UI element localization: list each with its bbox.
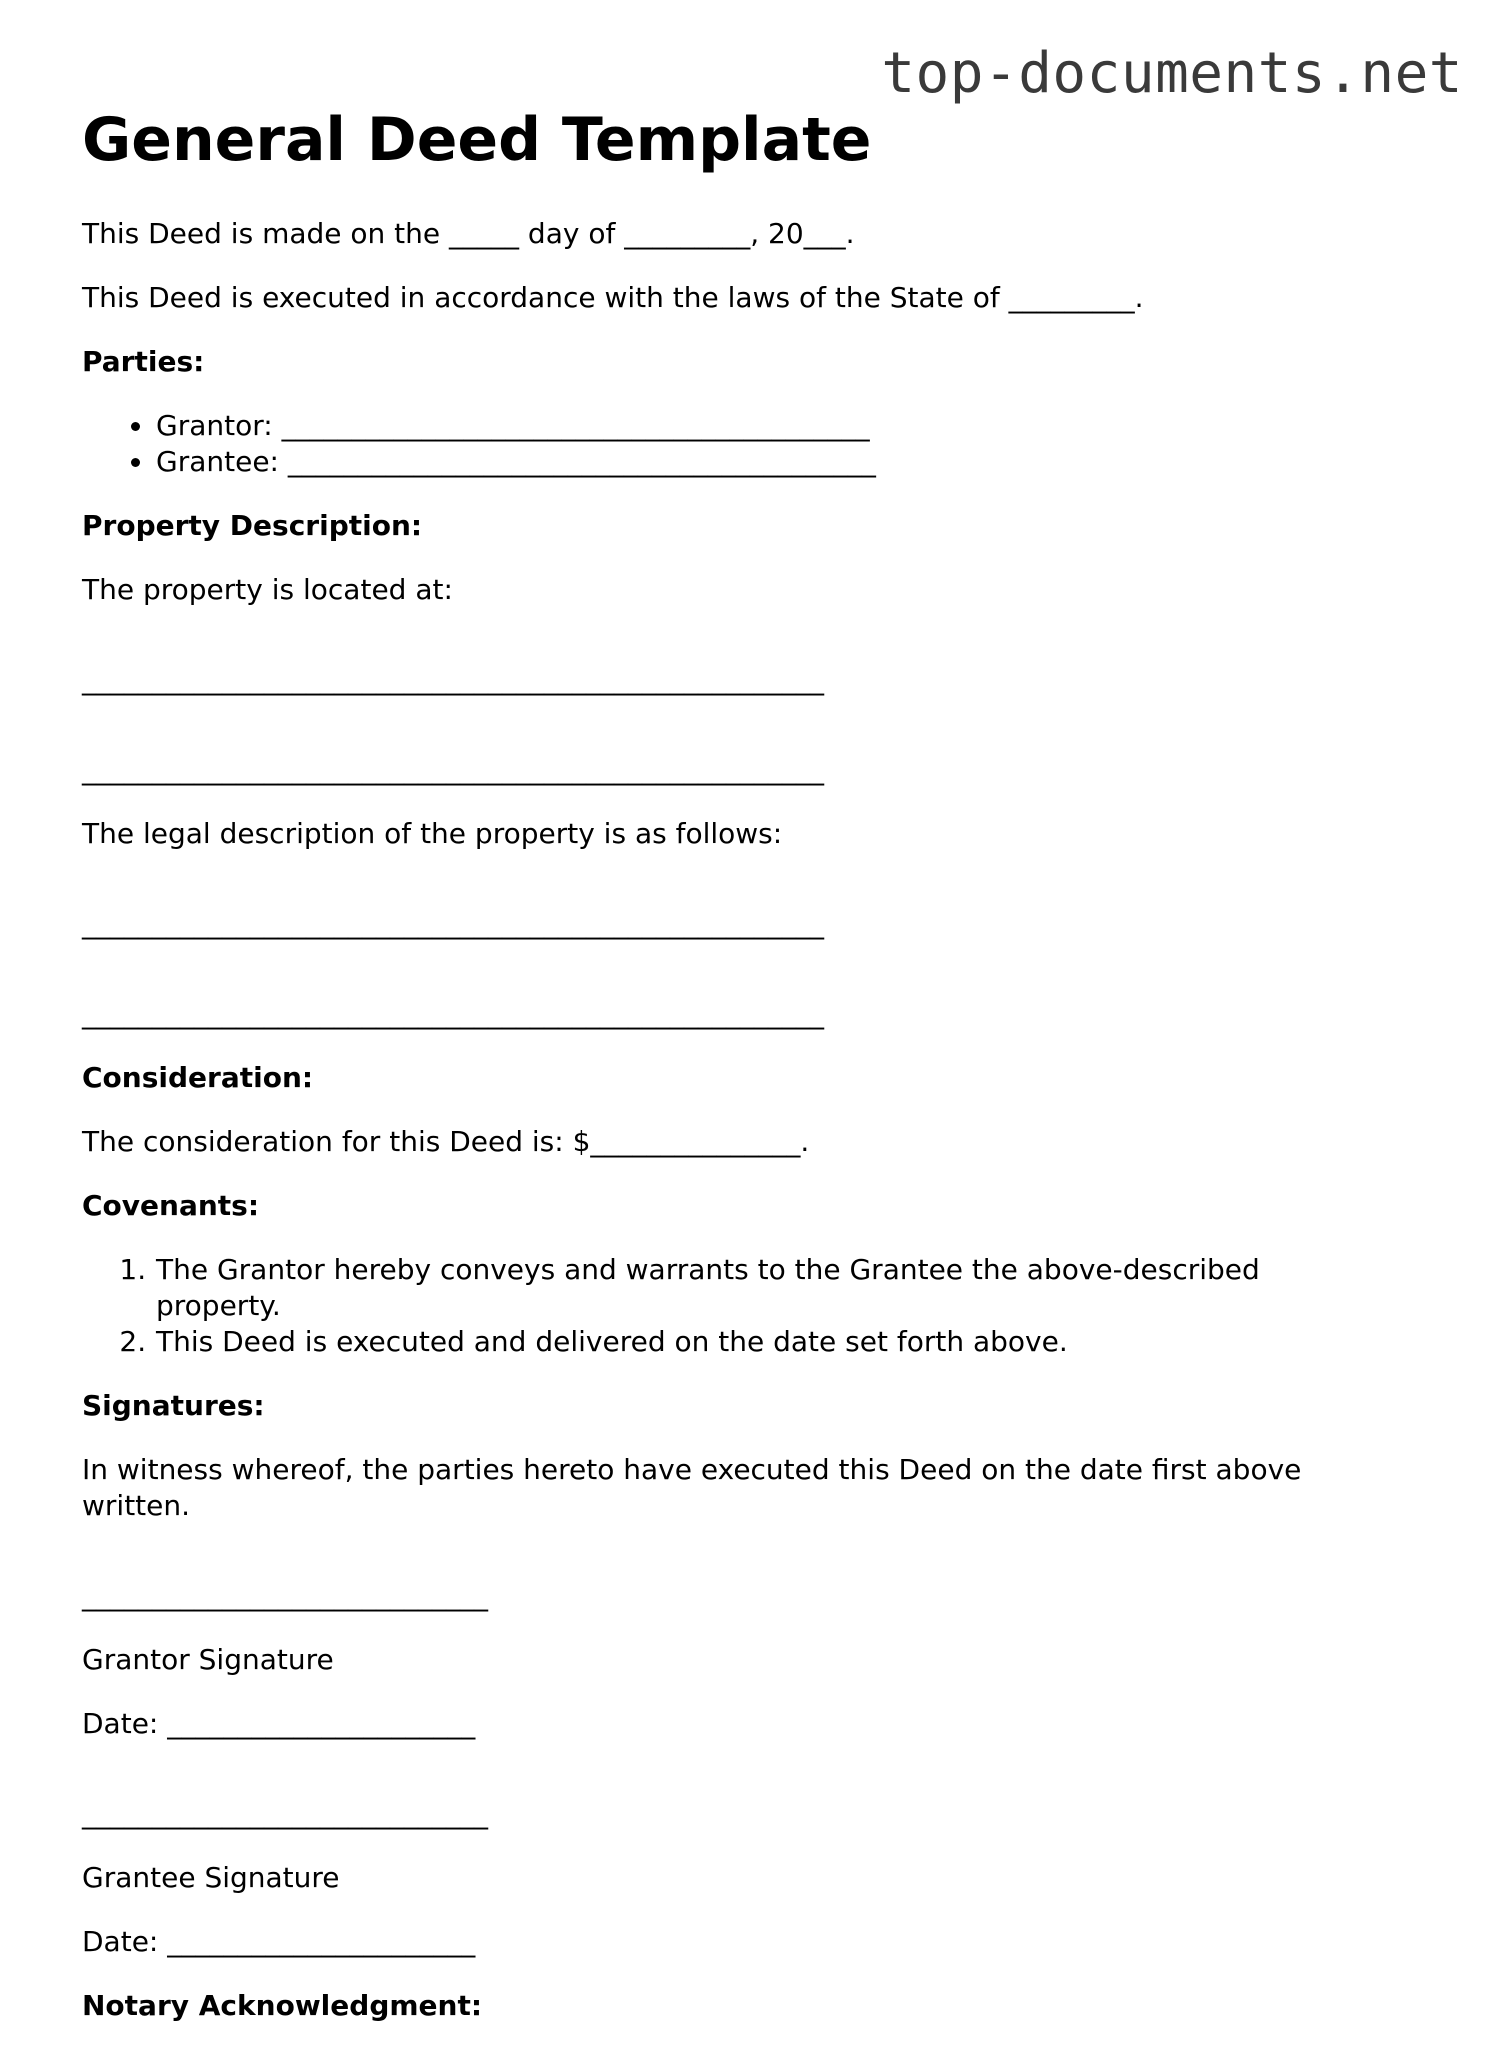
grantee-signature-label: Grantee Signature (82, 1861, 340, 1894)
property-location-blank: _____________________________________________________ (82, 663, 824, 696)
legal-description-blank: _____________________________________________________ (82, 907, 824, 940)
site-watermark: top-documents.net (881, 41, 1463, 106)
covenants-heading: Covenants: (82, 1189, 260, 1222)
consideration-heading: Consideration: (82, 1061, 314, 1094)
grantor-field: • Grantor: __________________________________________ (155, 408, 1422, 444)
witness-text: In witness whereof, the parties hereto have executed this Deed on the date first above written. (82, 1453, 1302, 1522)
grantee-field: • Grantee: __________________________________________ (155, 444, 1422, 480)
grantor-signature-label: Grantor Signature (82, 1643, 334, 1676)
covenant-item: 1. The Grantor hereby conveys and warrants to the Grantee the above-described property. (155, 1252, 1422, 1324)
grantee-signature-line: _____________________________ (82, 1797, 488, 1830)
grantee-date-field: Date: ______________________ (82, 1925, 476, 1958)
covenants-list (82, 1252, 1422, 1360)
property-location-label: The property is located at: (82, 573, 453, 606)
property-location-blank: _____________________________________________________ (82, 753, 824, 786)
deed-document (82, 104, 1422, 2052)
legal-description-label: The legal description of the property is as follows: (82, 817, 783, 850)
document-title: General Deed Template (82, 105, 872, 175)
property-description-heading: Property Description: (82, 509, 423, 542)
notary-heading: Notary Acknowledgment: (82, 1989, 483, 2022)
covenant-item: 2. This Deed is executed and delivered on the date set forth above. (155, 1324, 1422, 1360)
deed-date-line: This Deed is made on the _____ day of _________, 20___. (82, 217, 855, 250)
legal-description-blank: _____________________________________________________ (82, 997, 824, 1030)
grantor-date-field: Date: ______________________ (82, 1707, 476, 1740)
parties-list (82, 408, 1422, 480)
parties-heading: Parties: (82, 345, 205, 378)
signatures-heading: Signatures: (82, 1389, 265, 1422)
consideration-text: The consideration for this Deed is: $_______________. (82, 1125, 810, 1158)
governing-law-line: This Deed is executed in accordance with the laws of the State of _________. (82, 281, 1144, 314)
grantor-signature-line: _____________________________ (82, 1579, 488, 1612)
